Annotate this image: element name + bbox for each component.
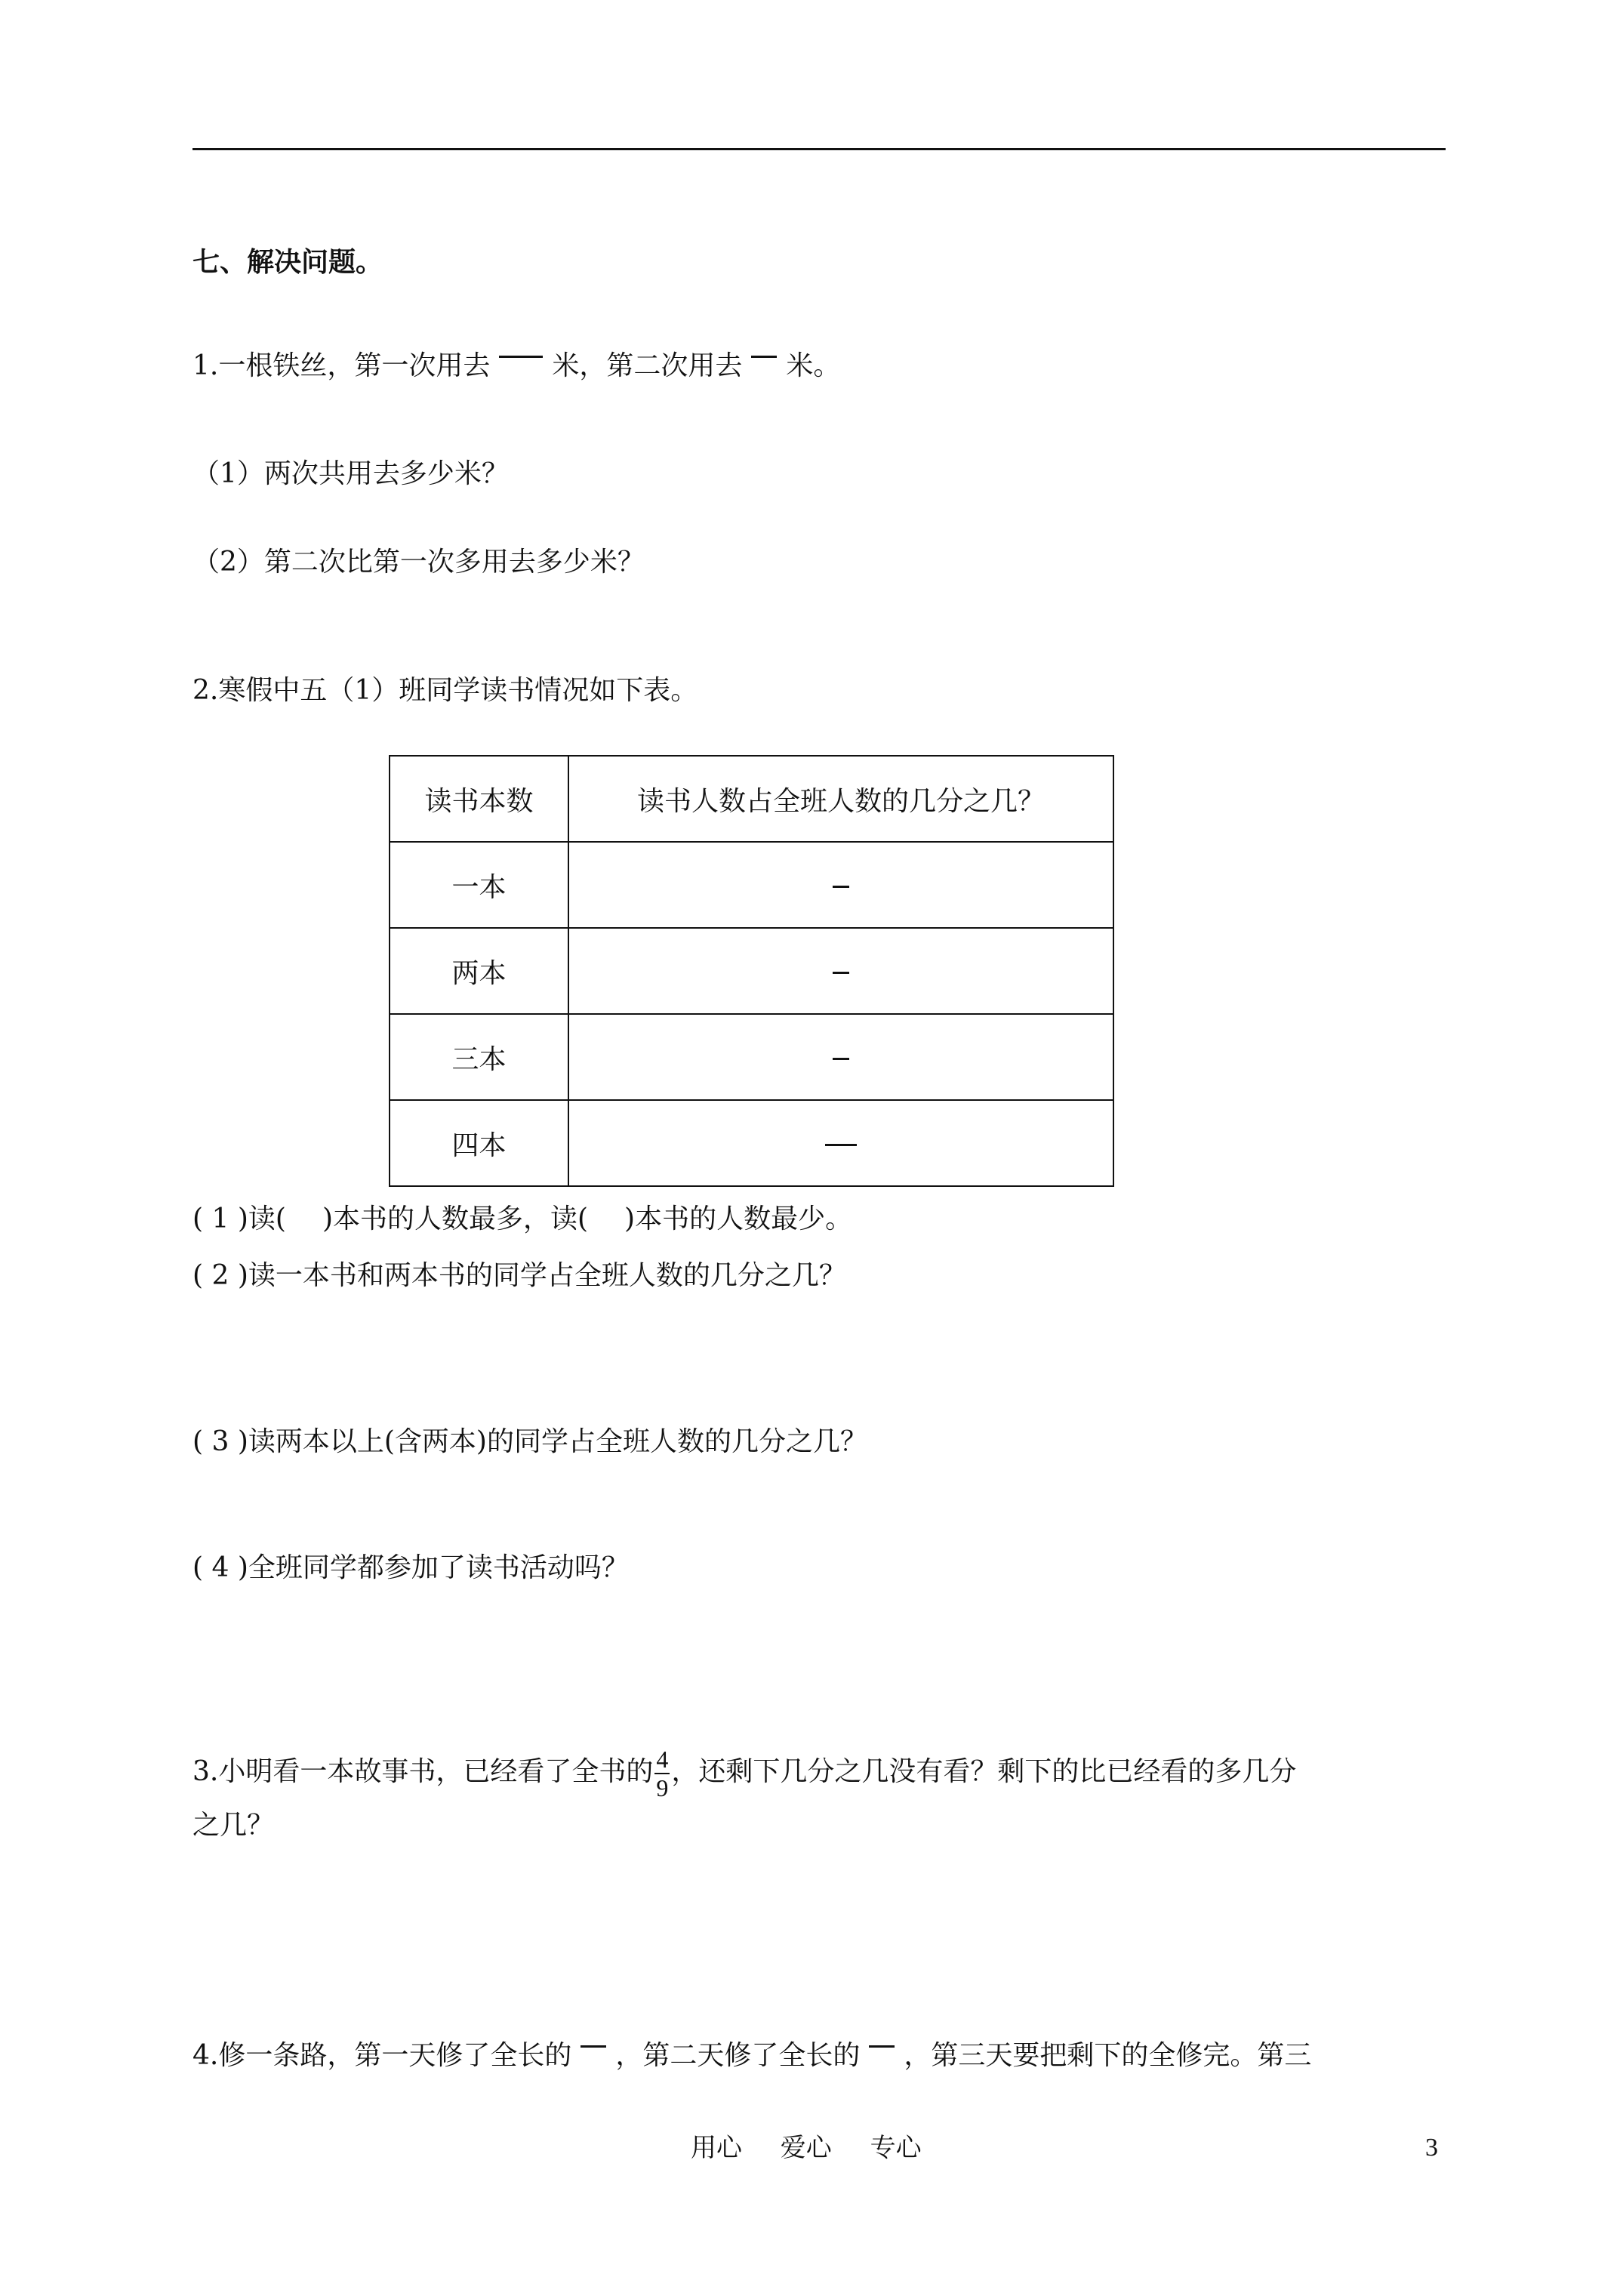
q2-sub1-part-b: )本书的人数最多，读(	[322, 1203, 589, 1234]
q4-stem	[192, 2037, 1311, 2076]
q3-stem-part-a: 3.小明看一本故事书，已经看了全书的	[192, 1756, 654, 1787]
footer-slogan: 用心 爱心 专心	[691, 2133, 922, 2163]
q1-fraction-blank-1	[499, 349, 543, 387]
header-rule	[192, 148, 1446, 150]
table-cell-fraction-blank	[568, 842, 1113, 928]
section-title: 七、解决问题。	[192, 246, 383, 278]
q3-fraction-numerator: 4	[656, 1746, 669, 1773]
q1-stem-part-c: 米。	[786, 350, 841, 381]
q4-stem-part-b: ，第二天修了全长的	[615, 2040, 861, 2071]
table-cell-books: 三本	[390, 1014, 568, 1100]
q2-sub4: ( 4 )全班同学都参加了读书活动吗？	[192, 1552, 629, 1583]
q2-sub3: ( 3 )读两本以上(含两本)的同学占全班人数的几分之几？	[192, 1426, 867, 1457]
table-row	[390, 842, 1113, 928]
q2-sub1-part-a: ( 1 )读(	[192, 1203, 286, 1234]
q4-fraction-blank-2	[869, 2039, 895, 2076]
table-row	[390, 1014, 1113, 1100]
table-cell-fraction-blank	[568, 1100, 1113, 1186]
table-header-row	[390, 756, 1113, 842]
q3-stem	[192, 1746, 1296, 1801]
q1-stem-part-b: 米，第二次用去	[552, 350, 743, 381]
table-cell-books: 四本	[390, 1100, 568, 1186]
q1-fraction-blank-2	[751, 349, 777, 387]
q1-stem-part-a: 1.一根铁丝，第一次用去	[192, 350, 491, 381]
q4-stem-part-c: ，第三天要把剩下的全修完。第三	[904, 2040, 1312, 2071]
q3-fraction	[654, 1746, 670, 1801]
q4-fraction-blank-1	[581, 2039, 606, 2076]
q3-stem-part-b: ，还剩下几分之几没有看？剩下的比已经看的多几分	[671, 1756, 1297, 1787]
q1-sub2: （2）第二次比第一次多用去多少米？	[192, 547, 645, 578]
table-row	[390, 1100, 1113, 1186]
page-number: 3	[1425, 2134, 1438, 2162]
q2-sub1	[192, 1200, 852, 1238]
table-cell-fraction-blank	[568, 928, 1113, 1014]
q4-stem-part-a: 4.修一条路，第一天修了全长的	[192, 2040, 572, 2071]
q1-stem	[192, 347, 840, 387]
table-cell-books: 一本	[390, 842, 568, 928]
reading-table	[389, 755, 1114, 1187]
q2-sub2: ( 2 )读一本书和两本书的同学占全班人数的几分之几？	[192, 1260, 846, 1291]
table-header-fraction: 读书人数占全班人数的几分之几？	[568, 756, 1113, 842]
q3-stem-line2: 之几？	[192, 1810, 275, 1841]
table-header-books: 读书本数	[390, 756, 568, 842]
q1-sub1: （1）两次共用去多少米？	[192, 458, 509, 489]
table-cell-books: 两本	[390, 928, 568, 1014]
q2-stem: 2.寒假中五（1）班同学读书情况如下表。	[192, 675, 698, 706]
q2-sub1-part-c: )本书的人数最少。	[624, 1203, 853, 1234]
table-row	[390, 928, 1113, 1014]
q3-fraction-denominator: 9	[656, 1774, 669, 1801]
table-cell-fraction-blank	[568, 1014, 1113, 1100]
